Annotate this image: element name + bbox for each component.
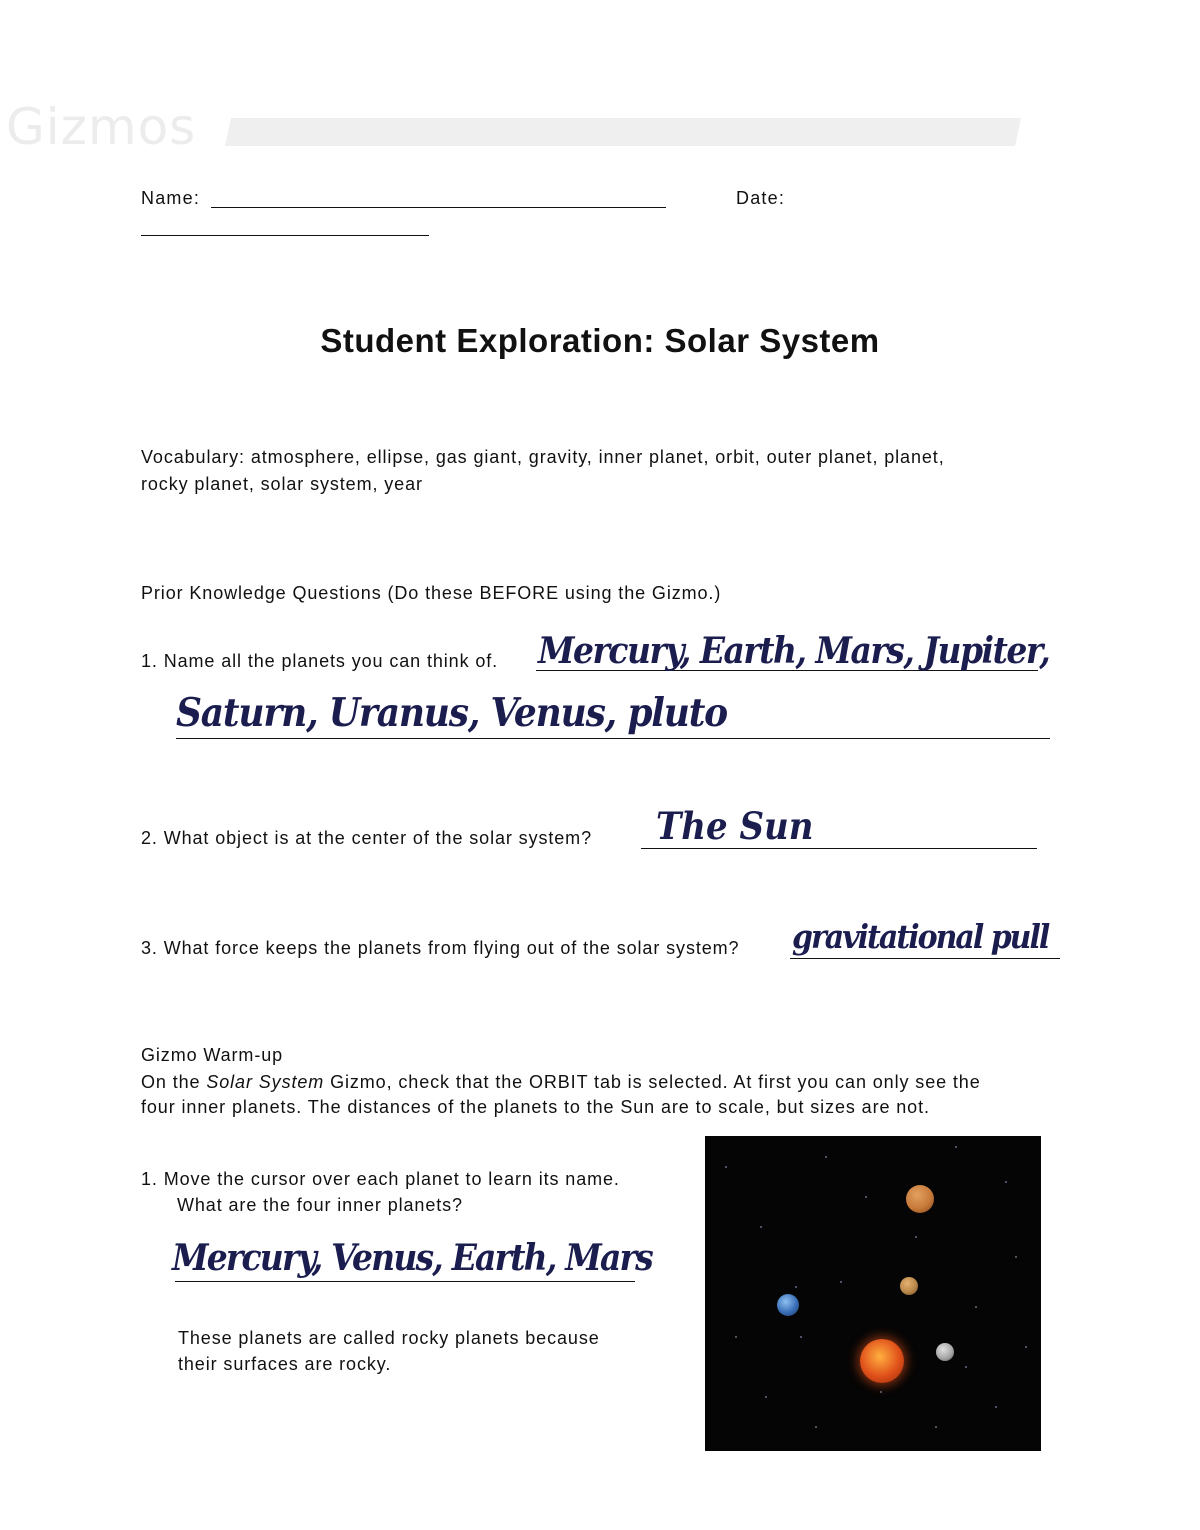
star [935,1426,937,1428]
sun [860,1339,904,1383]
q3-answer-handwriting: gravitational pull [792,918,1049,957]
date-field[interactable] [141,217,429,236]
star [975,1306,977,1308]
star [760,1226,762,1228]
star [1015,1256,1017,1258]
gizmo-name: Solar System [206,1072,325,1092]
gizmos-watermark-logo: Gizmos [6,98,197,156]
q1-prompt: 1. Name all the planets you can think of. [141,651,499,671]
star [955,1146,957,1148]
star [840,1281,842,1283]
star [1025,1346,1027,1348]
star [735,1336,737,1338]
mercury-planet [936,1343,954,1361]
star [965,1366,967,1368]
star [800,1336,802,1338]
warmup-q1-prompt-2: What are the four inner planets? [177,1195,463,1215]
earth-planet [777,1294,799,1316]
warmup-q1-prompt-1: 1. Move the cursor over each planet to learn its name. [141,1169,620,1189]
warmup-intro-line-2: four inner planets. The distances of the planets to the Sun are to scale, but sizes are not. [141,1097,930,1117]
star [880,1391,882,1393]
q3-prompt: 3. What force keeps the planets from flying out of the solar system? [141,938,740,958]
watermark-bar [225,118,1021,146]
q2-answer-handwriting: The Sun [656,805,814,849]
name-label: Name: [141,188,201,208]
star [995,1406,997,1408]
q1-answer-handwriting-1: Mercury, Earth, Mars, Jupiter, [538,629,1050,672]
q1-answer-handwriting-2: Saturn, Uranus, Venus, pluto [176,689,727,736]
star [865,1196,867,1198]
star [815,1426,817,1428]
star [825,1156,827,1158]
warmup-intro-line-1 [141,1069,981,1096]
star [725,1166,727,1168]
mars-planet [906,1185,934,1213]
q2-prompt: 2. What object is at the center of the solar system? [141,828,592,848]
prior-knowledge-heading: Prior Knowledge Questions (Do these BEFORE using the Gizmo.) [141,583,722,603]
warmup-q1-answer-handwriting: Mercury, Venus, Earth, Mars [172,1236,652,1279]
warmup-intro-text-b: Gizmo, check that the ORBIT tab is selected. At first you can only see the [324,1072,981,1092]
page-title: Student Exploration: Solar System [320,322,880,359]
star [1005,1181,1007,1183]
vocabulary-line-2: rocky planet, solar system, year [141,474,423,494]
solar-system-simulation-image [705,1136,1041,1451]
date-label: Date: [736,188,786,208]
star [765,1396,767,1398]
star [795,1286,797,1288]
star [915,1236,917,1238]
warmup-heading: Gizmo Warm-up [141,1045,284,1065]
name-field[interactable] [211,189,666,208]
rocky-planets-note-1: These planets are called rocky planets because [178,1328,600,1348]
vocabulary-line-1: Vocabulary: atmosphere, ellipse, gas giant, gravity, inner planet, orbit, outer planet, planet, [141,447,945,467]
rocky-planets-note-2: their surfaces are rocky. [178,1354,392,1374]
venus-planet [900,1277,918,1295]
warmup-intro-text-a: On the [141,1072,207,1092]
